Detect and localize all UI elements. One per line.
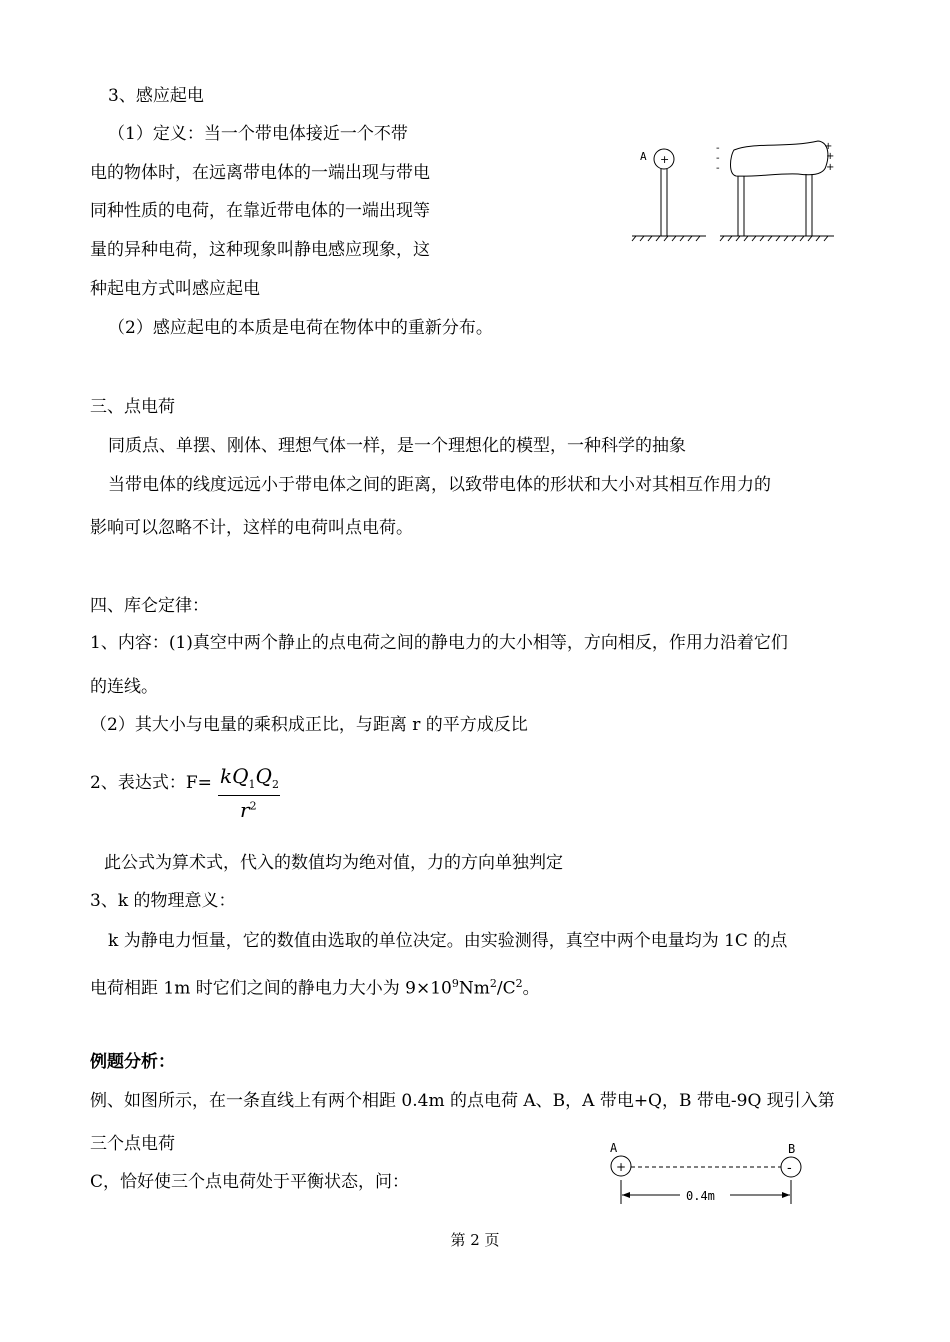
charge-a-sign: +	[616, 1160, 627, 1174]
point-charge-heading: 三、点电荷	[90, 397, 175, 417]
coulomb-formula	[218, 760, 288, 830]
coulomb-content-2: 的连线。	[90, 677, 158, 697]
expression-label: 2、表达式：F=	[90, 773, 212, 793]
induction-figure	[628, 136, 843, 246]
k-line-2: 电荷相距 1m 时它们之间的静电力大小为 $9\times 10^9Nm^2/C^2$。	[90, 977, 540, 999]
induction-essence: （2）感应起电的本质是电荷在物体中的重新分布。	[108, 318, 493, 338]
point-charge-line-3: 影响可以忽略不计，这样的电荷叫点电荷。	[90, 518, 413, 538]
example-label-b: B	[788, 1142, 796, 1156]
svg-text:+: +	[826, 162, 835, 173]
example-line-1: 例、如图所示，在一条直线上有两个相距 0.4m 的点电荷 A、B，A 带电+Q，B 带电-9Q 现引入第	[90, 1091, 835, 1111]
page-number: 第 2 页	[450, 1231, 500, 1249]
formula-denominator: $r^2$	[240, 798, 257, 822]
example-label-a: A	[610, 1141, 618, 1155]
svg-text:+: +	[824, 141, 833, 152]
example-heading: 例题分析：	[90, 1052, 175, 1072]
k-line-1: k 为静电力恒量，它的数值由选取的单位决定。由实验测得，真空中两个电量均为 1C 的点	[108, 931, 788, 951]
conductor	[731, 141, 828, 176]
formula-numerator: $kQ_1Q_2$	[220, 764, 279, 791]
coulomb-content-3: （2）其大小与电量的乘积成正比，与距离 r 的平方成反比	[90, 715, 528, 735]
svg-text:-: -	[716, 153, 720, 164]
point-charge-line-1: 同质点、单摆、刚体、理想气体一样，是一个理想化的模型，一种科学的抽象	[108, 436, 686, 456]
induction-def-line-2: 电的物体时，在远离带电体的一端出现与带电	[90, 163, 430, 183]
coulomb-content-1: 1、内容：(1)真空中两个静止的点电荷之间的静电力的大小相等，方向相反，作用力沿着它们	[90, 633, 788, 653]
induction-heading: 3、感应起电	[108, 86, 204, 106]
induction-def-line-3: 同种性质的电荷，在靠近带电体的一端出现等	[90, 201, 430, 221]
svg-text:-: -	[716, 163, 720, 174]
induction-def-line-4: 量的异种电荷，这种现象叫静电感应现象，这	[90, 240, 430, 260]
point-charge-line-2: 当带电体的线度远远小于带电体之间的距离，以致带电体的形状和大小对其相互作用力的	[108, 475, 771, 495]
charge-b-sign: -	[787, 1161, 792, 1176]
k-heading: 3、k 的物理意义：	[90, 891, 236, 911]
coulomb-heading: 四、库仑定律：	[90, 596, 209, 616]
induction-def-line-1: （1）定义：当一个带电体接近一个不带	[108, 124, 408, 144]
example-line-2: 三个点电荷	[90, 1134, 175, 1154]
formula-note: 此公式为算术式，代入的数值均为绝对值，力的方向单独判定	[104, 853, 563, 873]
example-figure	[602, 1138, 812, 1210]
distance-label: 0.4m	[686, 1189, 715, 1203]
induction-def-line-5: 种起电方式叫感应起电	[90, 279, 260, 299]
svg-text:-: -	[716, 143, 720, 154]
svg-text:+: +	[826, 151, 835, 162]
sphere-a-sign: +	[660, 153, 670, 166]
example-line-3: C，恰好使三个点电荷处于平衡状态，问：	[90, 1172, 410, 1192]
figure-label-a: A	[640, 150, 647, 163]
